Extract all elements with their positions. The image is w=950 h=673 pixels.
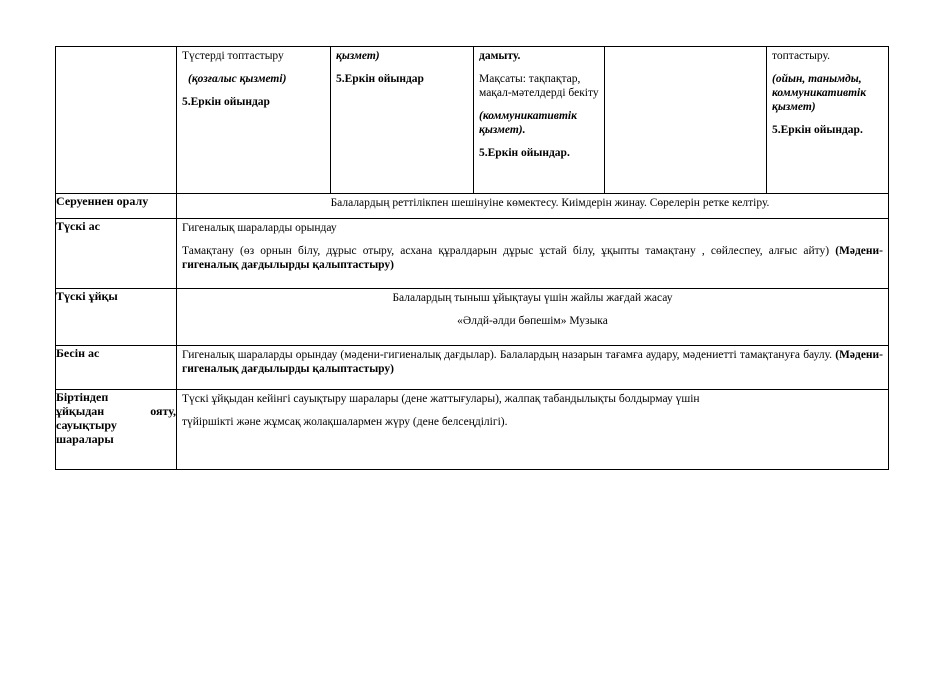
wake-label-line3: сауықтыру [56,418,117,432]
nap-row [56,289,889,346]
activity-2-type: қызмет) [336,50,380,62]
wake-label [56,390,176,446]
activity-1-type: (қозғалыс қызметі) [188,73,287,85]
activity-cell-4 [605,47,767,194]
lunch-row [56,219,889,289]
nap-music: «Әлдй-әлди бөпешім» Музыка [457,315,608,327]
wake-label-line2 [56,404,176,418]
activity-3-free-play: 5.Еркін ойындар. [479,147,570,159]
lunch-content [177,219,889,289]
snack-label-cell [56,346,177,390]
activity-cell-5 [767,47,889,194]
lunch-eating-rules: Тамақтану (өз орнын білу, дұрыс отыру, асхана құралдарын дұрыс ұстай білу, ұқыпты тамақтану , сөйлеспеу, алғыс айту) [182,245,830,257]
activity-5-type: (ойын, танымды, коммуникативтік қызмет) [772,73,867,113]
activity-5-text: топтастыру. [772,50,830,62]
walk-return-label-cell [56,194,177,219]
snack-text: Гигеналық шараларды орындау (мәдени-гигиеналық дағдылар). Балалардың назарын тағамға аудару, мәдениетті тамақтануға баулу. [182,349,833,361]
lunch-goal: (Мәдени-гигеналық дағдылырды қалыптастыру) [182,245,883,271]
snack-goal: (Мәдени-гигеналық дағдылырды қалыптастыру) [182,349,884,375]
snack-content [177,346,889,390]
walk-return-row [56,194,889,219]
schedule-table [55,46,889,470]
activity-1-text: Түстерді топтастыру [182,50,284,62]
snack-row [56,346,889,390]
activity-5-free-play: 5.Еркін ойындар. [772,124,863,136]
lunch-label-cell [56,219,177,289]
wake-label-line2b: ояту, [150,404,176,418]
nap-text: Балалардың тыныш ұйықтауы үшін жайлы жағдай жасау [392,292,673,304]
walk-return-content [177,194,889,219]
snack-label: Бесін ас [56,346,100,360]
lunch-hygiene-text: Гигеналық шараларды орындау [182,222,337,234]
wake-label-line1: Біртіндеп [56,390,109,404]
wake-text-1: Түскі ұйқыдан кейінгі сауықтыру шаралары (дене жаттығулары), жалпақ табандылықты болдырмау үшін [182,393,700,405]
activity-3-goal: Мақсаты: тақпақтар, мақал-мәтелдерді бекіту [479,73,599,99]
wake-row [56,390,889,470]
activity-cell-2 [331,47,474,194]
empty-label-cell [56,47,177,194]
wake-label-line2a: ұйқыдан [56,404,105,418]
nap-label-cell [56,289,177,346]
activity-cell-1 [177,47,331,194]
wake-label-cell [56,390,177,470]
lunch-eating-text [182,244,883,272]
wake-content [177,390,889,470]
walk-return-text: Балалардың реттілікпен шешінуіне көмектесу. Киімдерін жинау. Сөрелерін ретке келтіру. [330,197,770,209]
nap-label: Түскі ұйқы [56,289,118,303]
activity-3-type: (коммуникативтік қызмет). [479,110,577,136]
activity-2-free-play: 5.Еркін ойындар [336,73,424,85]
activity-3-text: дамыту. [479,50,521,62]
activity-cell-3 [474,47,605,194]
activities-row [56,47,889,194]
nap-content [177,289,889,346]
activity-1-free-play: 5.Еркін ойындар [182,96,270,108]
wake-text-2: түйіршікті және жұмсақ жолақшалармен жүру (дене белсеңділігі). [182,416,508,428]
wake-label-line4: шаралары [56,432,114,446]
lunch-label: Түскі ас [56,219,100,233]
walk-return-label: Серуеннен оралу [56,194,149,208]
